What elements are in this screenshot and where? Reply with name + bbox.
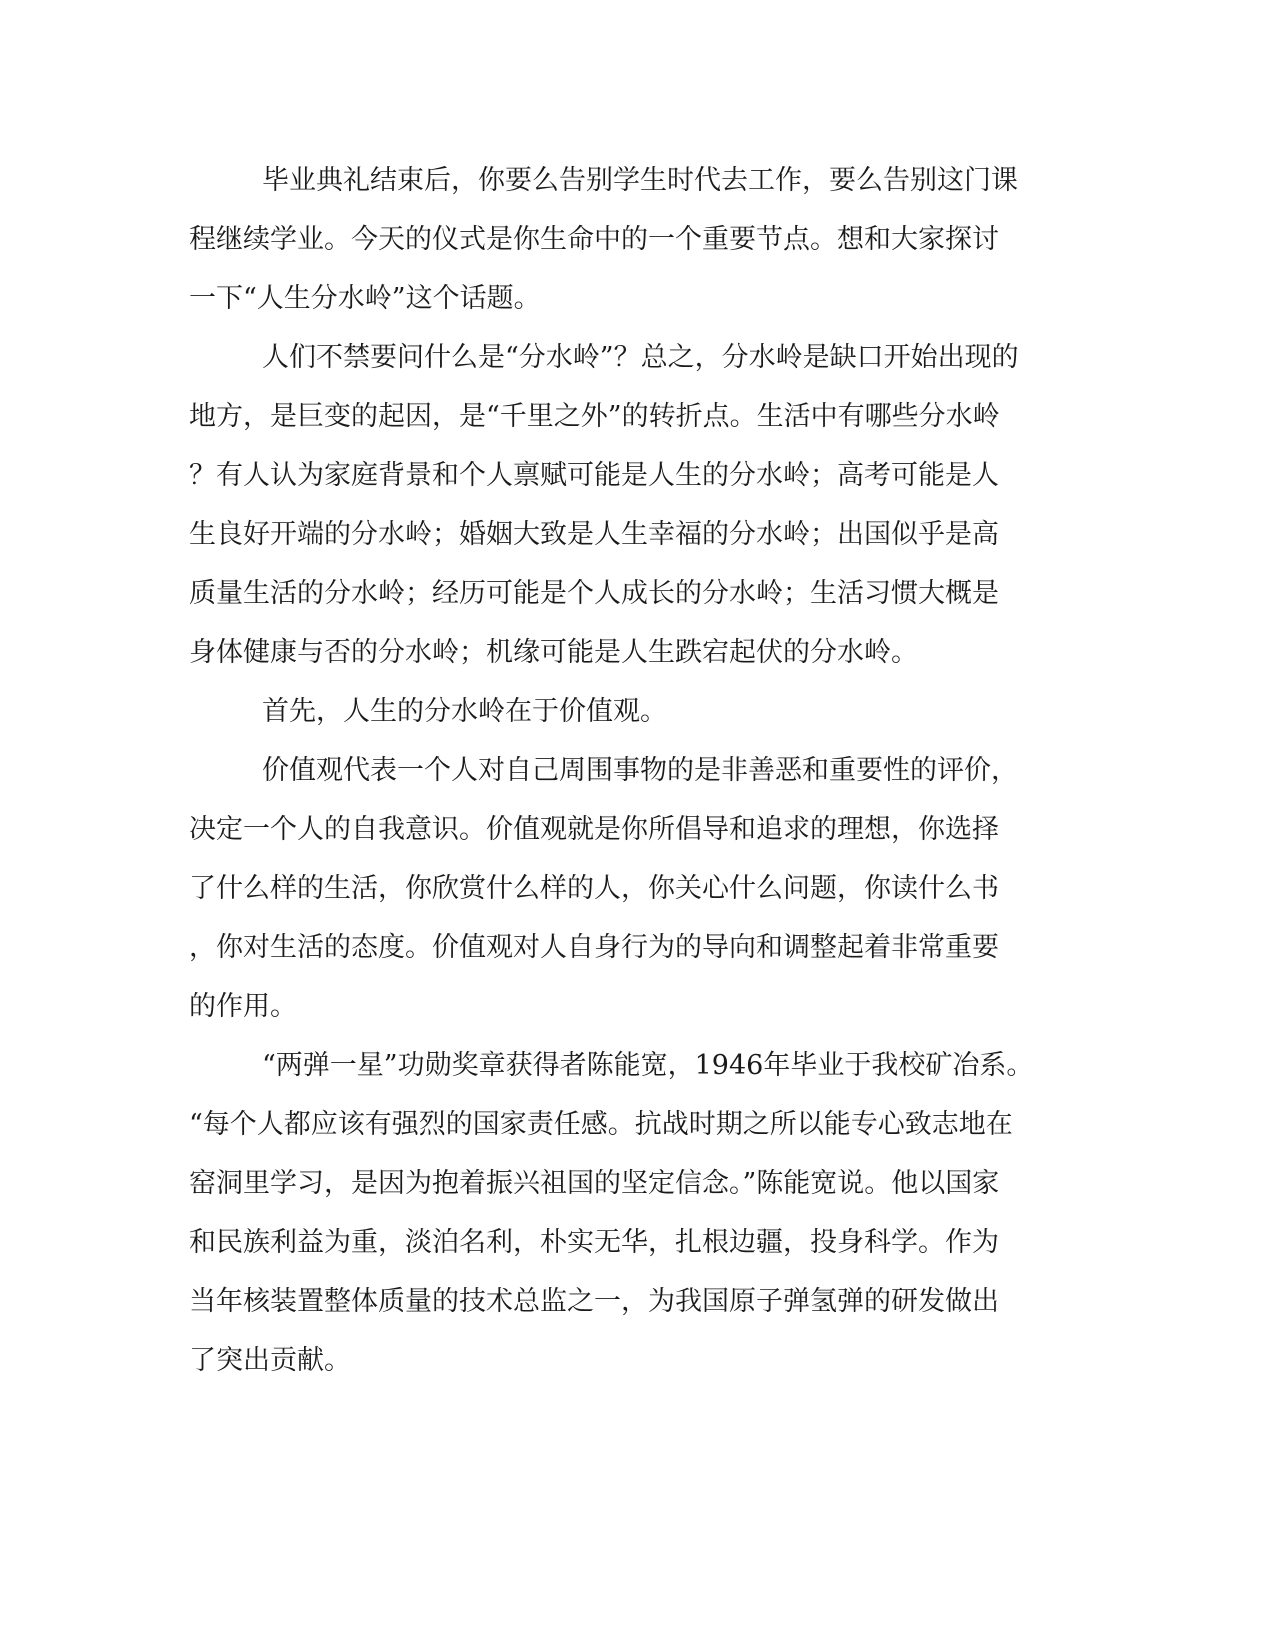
text-line: 决定一个人的自我意识。价值观就是你所倡导和追求的理想，你选择	[189, 814, 999, 845]
text-line: 身体健康与否的分水岭；机缘可能是人生跌宕起伏的分水岭。	[189, 637, 918, 668]
text-line: 地方，是巨变的起因，是“千里之外”的转折点。生活中有哪些分水岭	[189, 401, 1000, 432]
text-line: 和民族利益为重，淡泊名利，朴实无华，扎根边疆，投身科学。作为	[189, 1227, 999, 1258]
text-line: ，你对生活的态度。价值观对人自身行为的导向和调整起着非常重要	[189, 932, 999, 963]
text-line: “每个人都应该有强烈的国家责任感。抗战时期之所以能专心致志地在	[189, 1109, 1013, 1140]
text-line: 毕业典礼结束后，你要么告别学生时代去工作，要么告别这门课	[262, 165, 1018, 196]
text-line: 首先，人生的分水岭在于价值观。	[262, 696, 667, 727]
text-line: 程继续学业。今天的仪式是你生命中的一个重要节点。想和大家探讨	[189, 224, 999, 255]
text-line: ？有人认为家庭背景和个人禀赋可能是人生的分水岭；高考可能是人	[189, 460, 999, 491]
text-line: 的作用。	[189, 991, 297, 1022]
text-line: 价值观代表一个人对自己周围事物的是非善恶和重要性的评价，	[262, 755, 1018, 786]
text-line: 生良好开端的分水岭；婚姻大致是人生幸福的分水岭；出国似乎是高	[189, 519, 999, 550]
text-line: 当年核装置整体质量的技术总监之一，为我国原子弹氢弹的研发做出	[189, 1286, 999, 1317]
text-line: 质量生活的分水岭；经历可能是个人成长的分水岭；生活习惯大概是	[189, 578, 999, 609]
text-line: 了突出贡献。	[189, 1345, 351, 1376]
text-line: 了什么样的生活，你欣赏什么样的人，你关心什么问题，你读什么书	[189, 873, 999, 904]
text-line: 一下“人生分水岭”这个话题。	[189, 283, 541, 314]
text-line: “两弹一星”功勋奖章获得者陈能宽，1946年毕业于我校矿冶系。	[262, 1050, 1034, 1081]
text-line: 窑洞里学习，是因为抱着振兴祖国的坚定信念。”陈能宽说。他以国家	[189, 1168, 1000, 1199]
text-line: 人们不禁要问什么是“分水岭”？总之，分水岭是缺口开始出现的	[262, 342, 1019, 373]
